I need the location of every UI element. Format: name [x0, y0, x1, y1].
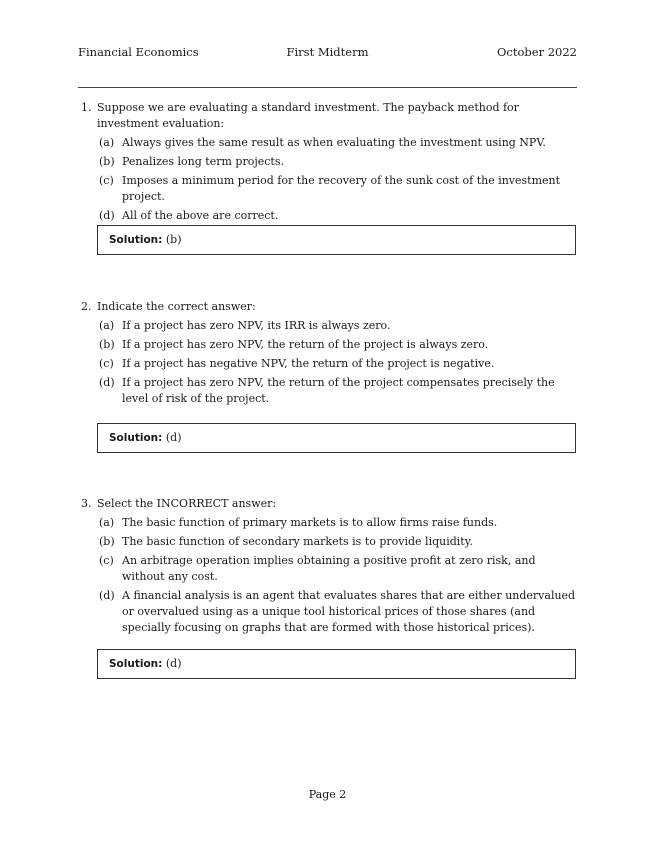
option-label: (a) [99, 516, 115, 529]
solution-answer: (b) [165, 233, 182, 246]
option-label: (c) [99, 554, 114, 567]
solution-box-3 [97, 649, 576, 679]
question-number: 3. [81, 497, 92, 510]
option-text: If a project has negative NPV, the return of the project is negative. [122, 357, 495, 370]
option-text: All of the above are correct. [122, 209, 279, 222]
option-label: (d) [99, 209, 115, 222]
question-text: Suppose we are evaluating a standard investment. The payback method for investment evaluation: [97, 101, 519, 130]
option-text: If a project has zero NPV, its IRR is always zero. [122, 319, 391, 332]
option-label: (a) [99, 136, 115, 149]
option-d [78, 208, 577, 224]
option-d [78, 588, 577, 636]
option-b [78, 534, 577, 550]
option-text: An arbitrage operation implies obtaining a positive profit at zero risk, and without any cost. [122, 554, 536, 583]
option-text: The basic function of primary markets is to allow firms raise funds. [122, 516, 498, 529]
option-label: (b) [99, 155, 115, 168]
question-stem [78, 100, 577, 132]
option-list [78, 135, 577, 224]
solution-answer: (d) [165, 657, 182, 670]
option-text: If a project has zero NPV, the return of the project compensates precisely the level of risk of the project. [122, 376, 555, 405]
question-1 [78, 100, 577, 227]
question-stem [78, 496, 577, 512]
solution-box-1 [97, 225, 576, 255]
option-a [78, 515, 577, 531]
option-label: (d) [99, 589, 115, 602]
option-text: Imposes a minimum period for the recovery of the sunk cost of the investment project. [122, 174, 561, 203]
option-list [78, 515, 577, 636]
option-text: If a project has zero NPV, the return of the project is always zero. [122, 338, 489, 351]
option-label: (b) [99, 535, 115, 548]
option-a [78, 135, 577, 151]
solution-label: Solution: [109, 658, 163, 670]
page-number: Page 2 [308, 788, 347, 801]
option-c [78, 553, 577, 585]
question-text: Indicate the correct answer: [97, 300, 256, 313]
option-label: (c) [99, 357, 114, 370]
option-text: Always gives the same result as when evaluating the investment using NPV. [122, 136, 546, 149]
option-text: A financial analysis is an agent that evaluates shares that are either undervalued or overvalued using as a unique tool historical prices of those shares (and specially focusing on graphs that are formed with those historical prices). [122, 589, 576, 634]
question-2 [78, 299, 577, 410]
page-header [78, 45, 577, 61]
solution-answer: (d) [165, 431, 182, 444]
question-stem [78, 299, 577, 315]
header-exam: First Midterm [286, 45, 369, 59]
option-b [78, 337, 577, 353]
question-number: 1. [81, 101, 92, 114]
header-course: Financial Economics [78, 45, 199, 59]
option-label: (b) [99, 338, 115, 351]
question-number: 2. [81, 300, 92, 313]
option-text: Penalizes long term projects. [122, 155, 284, 168]
option-label: (c) [99, 174, 114, 187]
page-footer [0, 788, 655, 801]
option-list [78, 318, 577, 407]
option-text: The basic function of secondary markets is to provide liquidity. [122, 535, 473, 548]
option-label: (d) [99, 376, 115, 389]
solution-label: Solution: [109, 432, 163, 444]
option-a [78, 318, 577, 334]
header-rule [78, 87, 577, 88]
question-text: Select the INCORRECT answer: [97, 497, 277, 510]
question-3 [78, 496, 577, 639]
option-label: (a) [99, 319, 115, 332]
option-c [78, 173, 577, 205]
option-b [78, 154, 577, 170]
option-c [78, 356, 577, 372]
solution-label: Solution: [109, 234, 163, 246]
option-d [78, 375, 577, 407]
solution-box-2 [97, 423, 576, 453]
header-date: October 2022 [496, 45, 577, 59]
